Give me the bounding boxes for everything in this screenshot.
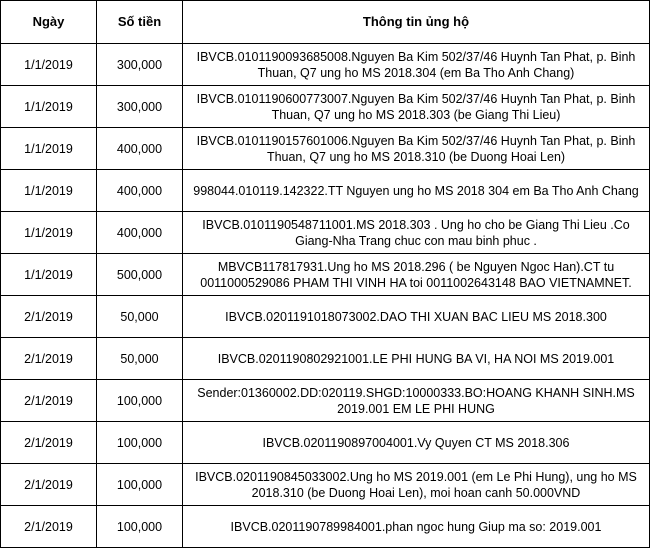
cell-info: Sender:01360002.DD:020119.SHGD:10000333.BO:HOANG KHANH SINH.MS 2019.001 EM LE PHI HUNG bbox=[183, 380, 650, 422]
cell-amount: 50,000 bbox=[97, 338, 183, 380]
cell-date: 2/1/2019 bbox=[1, 338, 97, 380]
table-row bbox=[1, 128, 650, 170]
cell-date: 1/1/2019 bbox=[1, 170, 97, 212]
cell-info: IBVCB.0101190548711001.MS 2018.303 . Ung ho cho be Giang Thi Lieu .Co Giang-Nha Trang chuc con mau binh phuc . bbox=[183, 212, 650, 254]
cell-amount: 100,000 bbox=[97, 380, 183, 422]
cell-info: IBVCB.0101190600773007.Nguyen Ba Kim 502/37/46 Huynh Tan Phat, p. Binh Thuan, Q7 ung ho MS 2018.303 (be Giang Thi Lieu) bbox=[183, 86, 650, 128]
table-row bbox=[1, 44, 650, 86]
cell-info: IBVCB.0101190157601006.Nguyen Ba Kim 502/37/46 Huynh Tan Phat, p. Binh Thuan, Q7 ung ho MS 2018.310 (be Duong Hoai Len) bbox=[183, 128, 650, 170]
header-amount: Số tiền bbox=[97, 1, 183, 44]
header-info: Thông tin ủng hộ bbox=[183, 1, 650, 44]
table-row bbox=[1, 296, 650, 338]
cell-date: 2/1/2019 bbox=[1, 422, 97, 464]
cell-info: IBVCB.0201190789984001.phan ngoc hung Giup ma so: 2019.001 bbox=[183, 506, 650, 548]
cell-date: 1/1/2019 bbox=[1, 44, 97, 86]
cell-amount: 100,000 bbox=[97, 464, 183, 506]
cell-amount: 300,000 bbox=[97, 86, 183, 128]
cell-amount: 100,000 bbox=[97, 422, 183, 464]
table-header-row bbox=[1, 1, 650, 44]
table-row bbox=[1, 338, 650, 380]
table-row bbox=[1, 464, 650, 506]
table-row bbox=[1, 422, 650, 464]
cell-date: 1/1/2019 bbox=[1, 212, 97, 254]
cell-amount: 300,000 bbox=[97, 44, 183, 86]
cell-info: IBVCB.0201190802921001.LE PHI HUNG BA VI, HA NOI MS 2019.001 bbox=[183, 338, 650, 380]
table-row bbox=[1, 254, 650, 296]
table-row bbox=[1, 506, 650, 548]
cell-info: IBVCB.0201190845033002.Ung ho MS 2019.001 (em Le Phi Hung), ung ho MS 2018.310 (be Duong Hoai Len), moi hoan canh 50.000VND bbox=[183, 464, 650, 506]
cell-date: 2/1/2019 bbox=[1, 380, 97, 422]
table-row bbox=[1, 170, 650, 212]
cell-info: 998044.010119.142322.TT Nguyen ung ho MS 2018 304 em Ba Tho Anh Chang bbox=[183, 170, 650, 212]
cell-amount: 500,000 bbox=[97, 254, 183, 296]
cell-amount: 50,000 bbox=[97, 296, 183, 338]
header-date: Ngày bbox=[1, 1, 97, 44]
cell-info: IBVCB.0201190897004001.Vy Quyen CT MS 2018.306 bbox=[183, 422, 650, 464]
cell-info: IBVCB.0201191018073002.DAO THI XUAN BAC LIEU MS 2018.300 bbox=[183, 296, 650, 338]
cell-info: IBVCB.0101190093685008.Nguyen Ba Kim 502/37/46 Huynh Tan Phat, p. Binh Thuan, Q7 ung ho MS 2018.304 (em Ba Tho Anh Chang) bbox=[183, 44, 650, 86]
cell-date: 1/1/2019 bbox=[1, 128, 97, 170]
cell-amount: 100,000 bbox=[97, 506, 183, 548]
cell-date: 2/1/2019 bbox=[1, 506, 97, 548]
cell-date: 1/1/2019 bbox=[1, 86, 97, 128]
cell-date: 2/1/2019 bbox=[1, 296, 97, 338]
cell-date: 2/1/2019 bbox=[1, 464, 97, 506]
table-row bbox=[1, 86, 650, 128]
table-row bbox=[1, 212, 650, 254]
cell-date: 1/1/2019 bbox=[1, 254, 97, 296]
cell-info: MBVCB117817931.Ung ho MS 2018.296 ( be Nguyen Ngoc Han).CT tu 0011000529086 PHAM THI VINH HA toi 0011002643148 BAO VIETNAMNET. bbox=[183, 254, 650, 296]
cell-amount: 400,000 bbox=[97, 212, 183, 254]
cell-amount: 400,000 bbox=[97, 128, 183, 170]
cell-amount: 400,000 bbox=[97, 170, 183, 212]
table-row bbox=[1, 380, 650, 422]
